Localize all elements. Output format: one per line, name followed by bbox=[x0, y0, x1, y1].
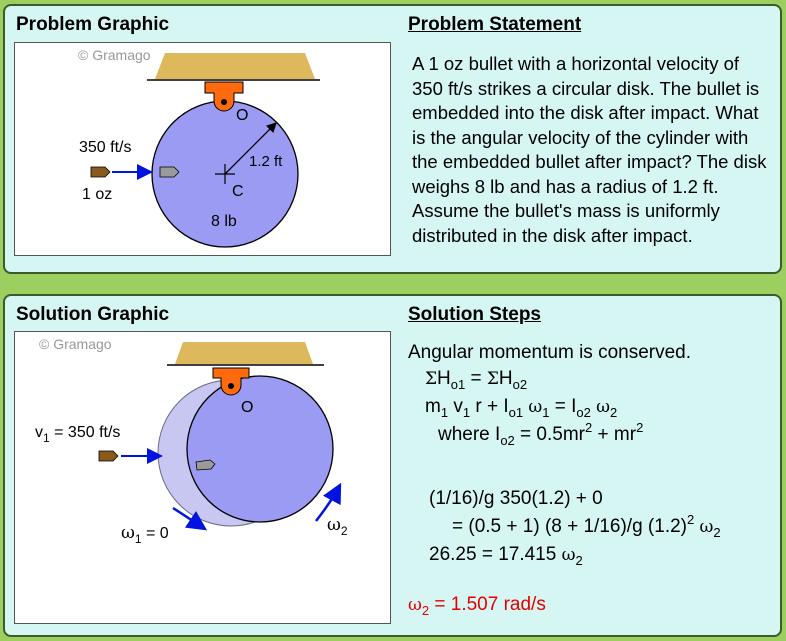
solution-panel bbox=[3, 294, 782, 637]
disk-weight-label: 8 lb bbox=[211, 213, 237, 230]
step-balance: $\Sigma H_{o1} = \Sigma H_{o2}$ bbox=[425, 368, 528, 392]
omega2-label: $\omega_2$ bbox=[327, 515, 348, 538]
answer: $\omega_2 = 1.507$ rad/s bbox=[408, 594, 546, 618]
step-expanded: $m_1$ $v_1$ $r + I_{o1}$ $\omega_1 = I_{o2}$ $\omega_2$ bbox=[425, 396, 618, 420]
problem-statement: A 1 oz bullet with a horizontal velocity of 350 ft/s strikes a circular disk. The bullet is embedded into the disk after impact. What is the angular velocity of the cylinder with the embedded bullet after impact? The disk weighs 8 lb and has a radius of 1.2 ft. Assume the bullet's mass is uniformly distributed in the disk after impact. bbox=[412, 53, 767, 246]
bullet-incoming bbox=[91, 167, 110, 177]
problem-statement-heading: Problem Statement bbox=[408, 14, 582, 35]
pivot-pin bbox=[221, 99, 227, 105]
step-intro: Angular momentum is conserved. bbox=[408, 342, 692, 363]
center-label: C bbox=[232, 183, 244, 200]
problem-graphic bbox=[14, 42, 391, 256]
solution-graphic bbox=[14, 331, 391, 624]
omega1-label: $\omega_1 = 0$ bbox=[121, 523, 169, 546]
copyright-watermark: © Gramago bbox=[78, 47, 151, 63]
solution-graphic-heading: Solution Graphic bbox=[16, 304, 170, 325]
ceiling-block bbox=[175, 342, 313, 364]
speed-label: 350 ft/s bbox=[79, 139, 132, 156]
step-calc3: 26.25 = 17.415 $\omega_2$ bbox=[429, 544, 583, 568]
radius-label: 1.2 ft bbox=[249, 153, 283, 170]
problem-panel bbox=[3, 4, 782, 274]
step-where: where $I_{o2} = 0.5mr^2 + mr^2$ bbox=[438, 420, 644, 448]
bullet-mass-label: 1 oz bbox=[82, 186, 113, 203]
step-calc1: (1/16)/g 350(1.2) + 0 bbox=[429, 488, 603, 509]
problem-graphic-heading: Problem Graphic bbox=[16, 14, 170, 35]
copyright-watermark: © Gramago bbox=[39, 336, 112, 352]
step-calc2: = (0.5 + 1) (8 + 1/16)/g $(1.2)^2$ $\omega_2$ bbox=[452, 512, 721, 540]
pivot-pin bbox=[228, 383, 234, 389]
pivot-label: O bbox=[241, 399, 254, 416]
solution-diagram bbox=[15, 332, 390, 623]
v1-label: $v_1 = 350$ ft/s bbox=[35, 424, 121, 445]
solution-steps-heading: Solution Steps bbox=[408, 304, 541, 325]
pivot-label: O bbox=[236, 107, 249, 124]
disk bbox=[187, 376, 333, 522]
ceiling-block bbox=[155, 53, 315, 79]
problem-diagram bbox=[15, 43, 390, 255]
bullet-incoming bbox=[99, 451, 118, 461]
